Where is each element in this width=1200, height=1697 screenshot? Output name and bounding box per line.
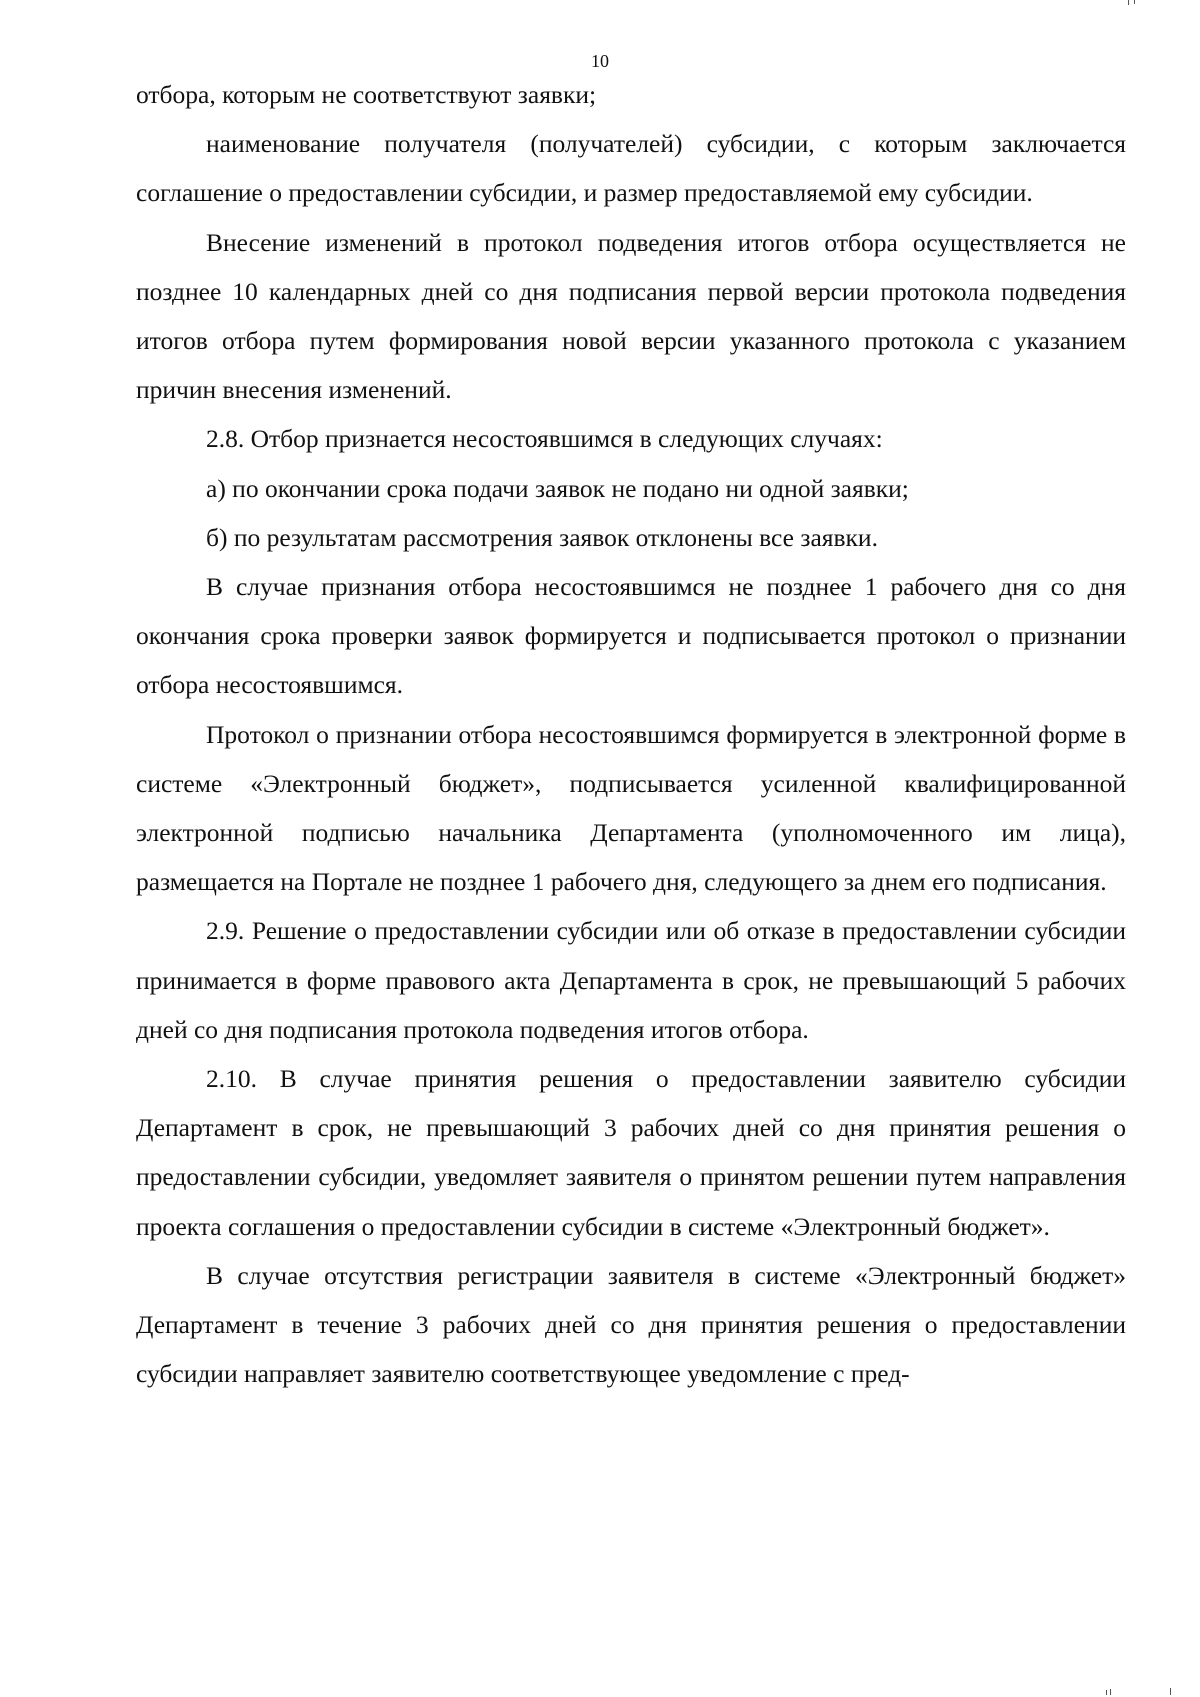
document-body xyxy=(136,70,1126,1398)
scan-artifact xyxy=(1128,0,1129,5)
paragraph-protocol-changes: Внесение изменений в протокол подведения итогов отбора осуществляется не позднее 10 календарных дней со дня подписания первой версии протокола подведения итогов отбора путем формирования новой версии указанного протокола с указанием причин внесения изменений. xyxy=(136,227,1126,405)
paragraph-continuation: отбора, которым не соответствуют заявки; xyxy=(136,80,597,109)
scan-artifact xyxy=(1170,1688,1171,1695)
paragraph-recipient-name: наименование получателя (получателей) субсидии, с которым заключается соглашение о предоставлении субсидии, и размер предоставляемой ему субсидии. xyxy=(136,129,1126,208)
scan-artifact xyxy=(1106,1690,1107,1695)
page-number: 10 xyxy=(591,51,609,71)
paragraph-clause-2-9: 2.9. Решение о предоставлении субсидии или об отказе в предоставлении субсидии принимается в форме правового акта Департамента в срок, не превышающий 5 рабочих дней со дня подписания протокола подведения итогов отбора. xyxy=(136,916,1126,1044)
paragraph-failed-selection: В случае признания отбора несостоявшимся не позднее 1 рабочего дня со дня окончания срока проверки заявок формируется и подписывается протокол о признании отбора несостоявшимся. xyxy=(136,572,1126,700)
paragraph-case-a: а) по окончании срока подачи заявок не подано ни одной заявки; xyxy=(206,473,909,503)
paragraph-failed-protocol: Протокол о признании отбора несостоявшимся формируется в электронной форме в системе «Электронный бюджет», подписывается усиленной квалифицированной электронной подписью начальника Департамента (уполномоченного им лица), размещается на Портале не позднее 1 рабочего дня, следующего за днем его подписания. xyxy=(136,719,1126,897)
paragraph-clause-2-10: 2.10. В случае принятия решения о предоставлении заявителю субсидии Департамент в срок, не превышающий 3 рабочих дней со дня принятия решения о предоставлении субсидии, уведомляет заявителя о принятом решении путем направления проекта соглашения о предоставлении субсидии в системе «Электронный бюджет». xyxy=(136,1064,1126,1241)
paragraph-case-b: б) по результатам рассмотрения заявок отклонены все заявки. xyxy=(206,522,878,552)
scan-artifact xyxy=(1134,0,1135,4)
scan-artifact xyxy=(1110,1689,1111,1695)
paragraph-no-registration: В случае отсутствия регистрации заявителя в системе «Электронный бюджет» Департамент в течение 3 рабочих дней со дня принятия решения о предоставлении субсидии направляет заявителю соответствующее уведомление с пред- xyxy=(136,1260,1126,1389)
paragraph-clause-2-8: 2.8. Отбор признается несостоявшимся в следующих случаях: xyxy=(206,424,883,454)
